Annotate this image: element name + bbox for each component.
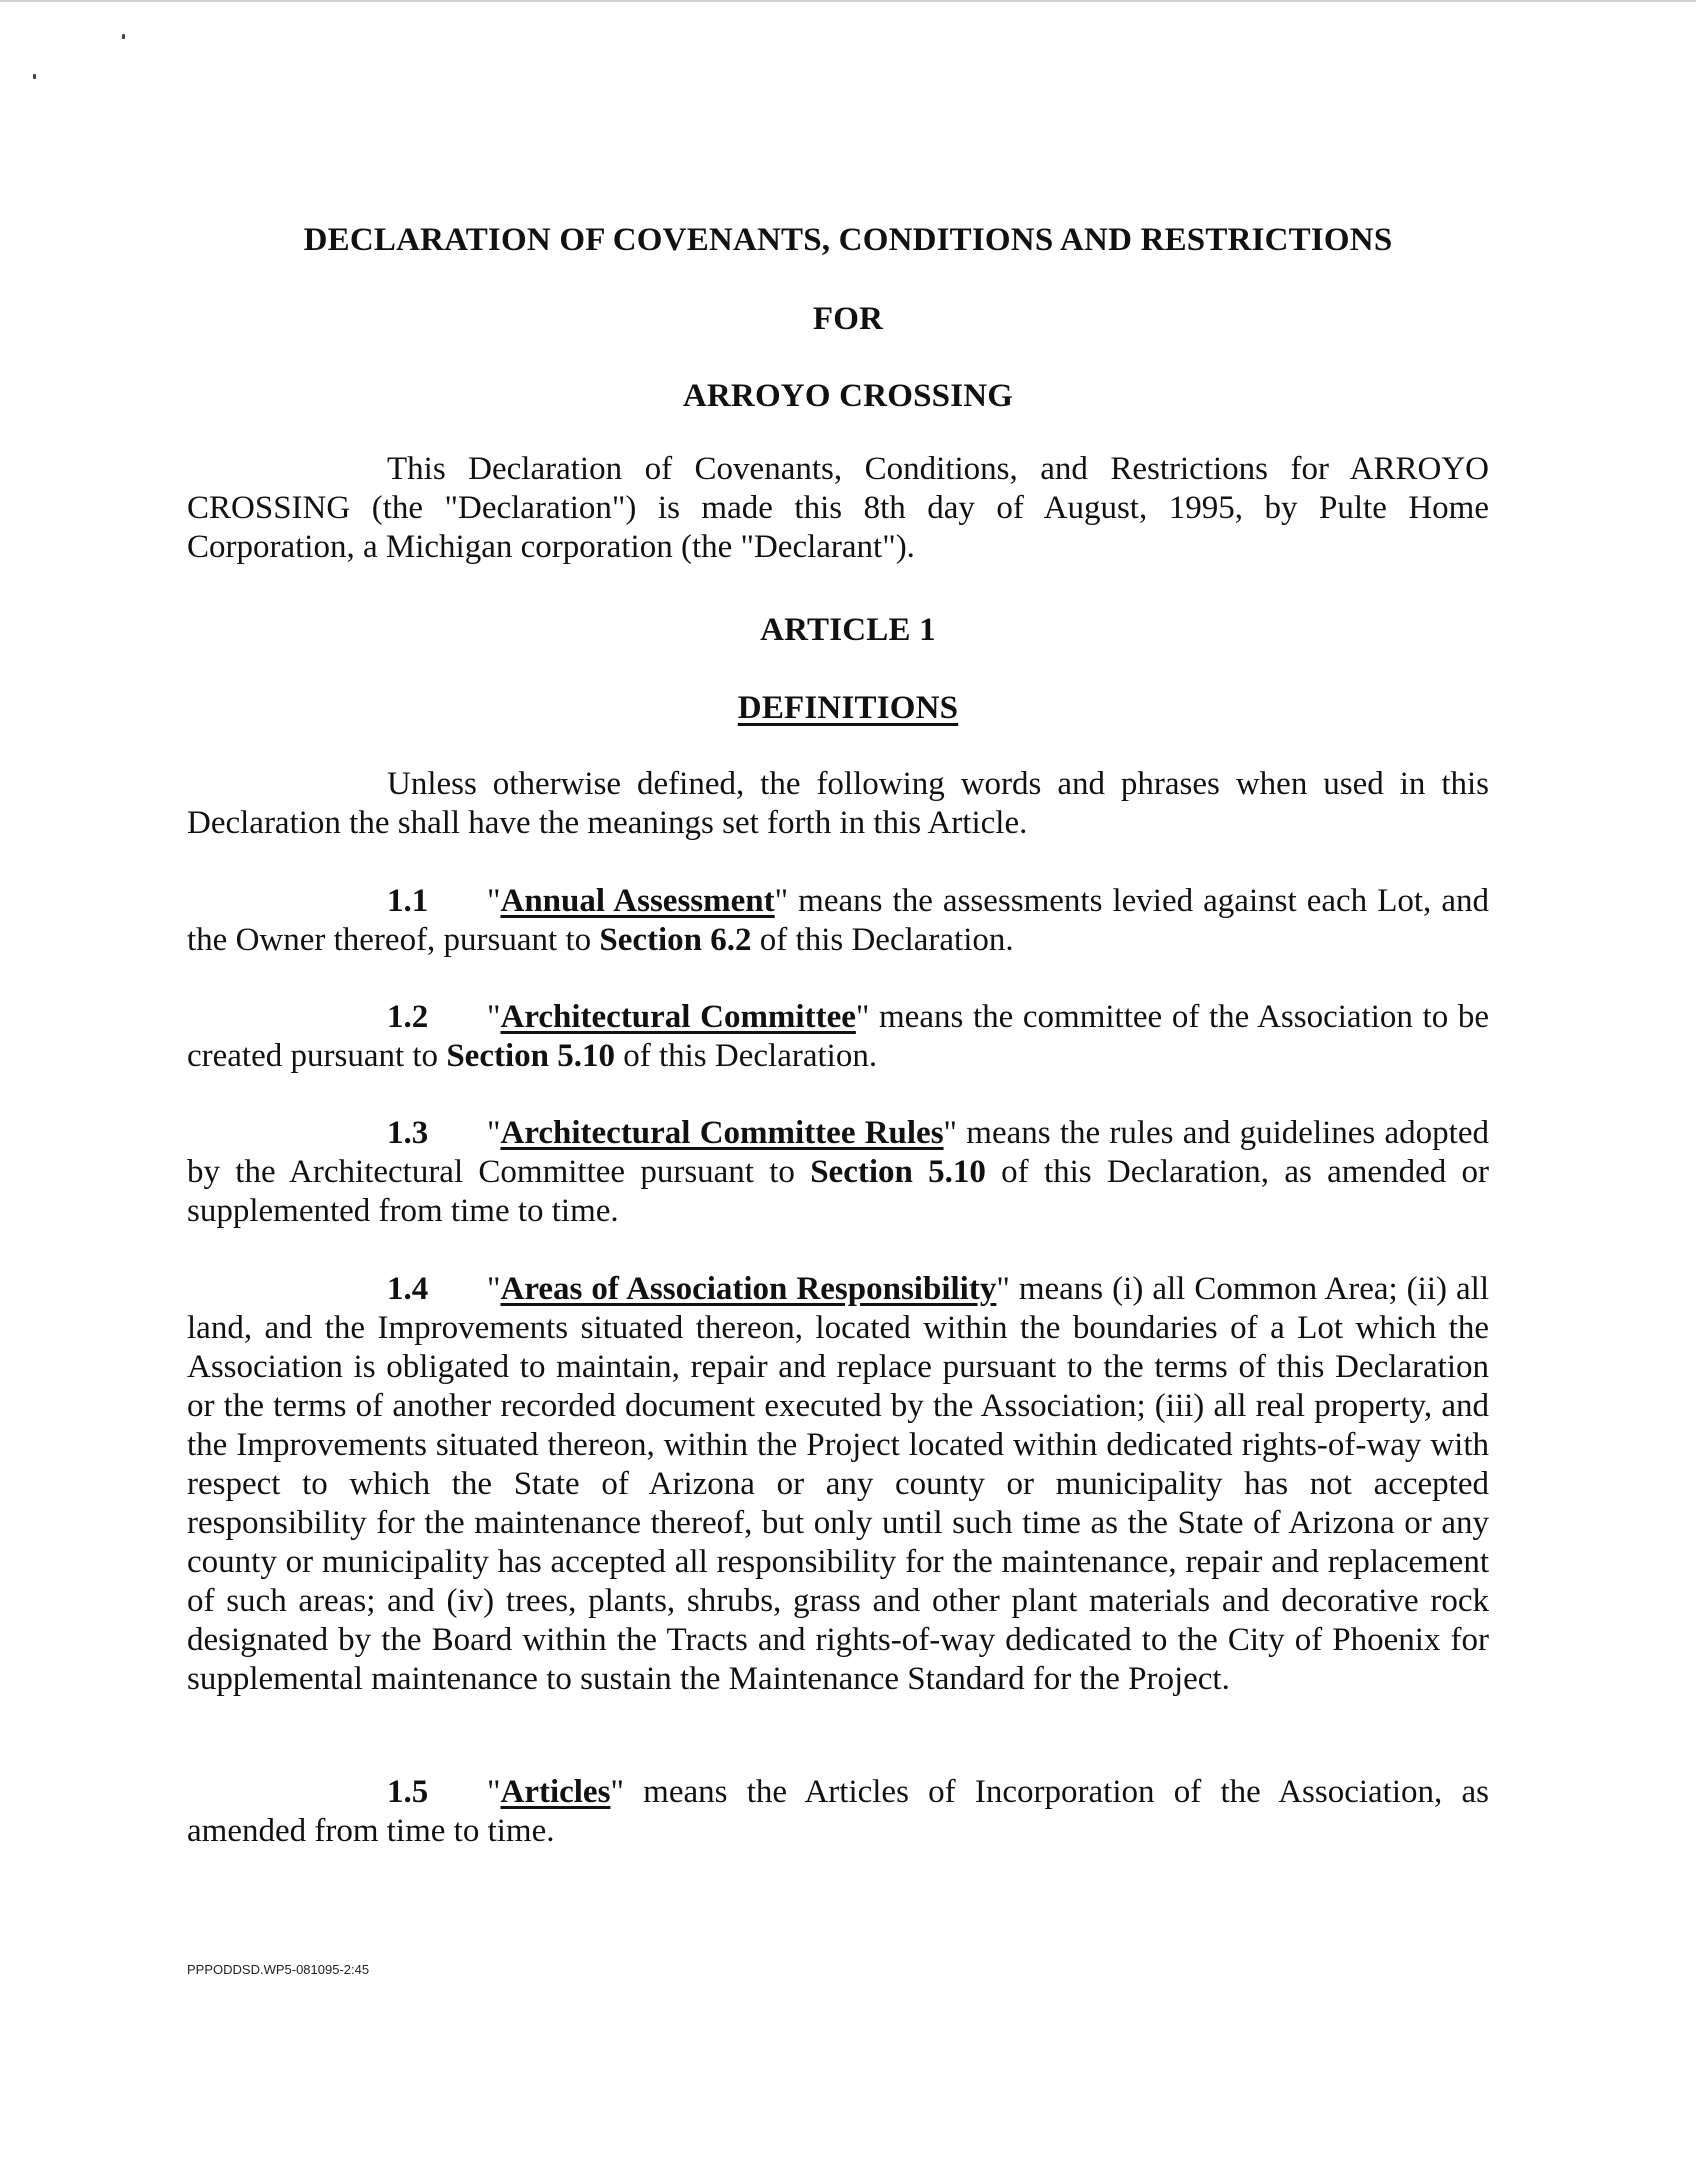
article-heading: ARTICLE 1 [760, 612, 936, 648]
footer-document-code: PPPODDSD.WP5-081095-2:45 [187, 1962, 370, 1977]
definition-text-end: of this Declaration. [614, 1038, 878, 1074]
definition-item: 1.3 "Architectural Committee Rules" means the rules and guidelines adopted by the Architectural Committee pursuant to Section 5.10 of this Declaration, as amended or supplemented from time to time. [187, 1115, 1489, 1229]
section-reference: Section 5.10 [810, 1154, 986, 1190]
document-title-project: ARROYO CROSSING [682, 378, 1014, 414]
article-subheading-text: DEFINITIONS [737, 690, 959, 726]
section-reference: Section 5.10 [446, 1038, 615, 1074]
definition-number: 1.2 [387, 999, 429, 1035]
definition-number: 1.3 [387, 1115, 429, 1151]
definition-term: Articles [500, 1774, 611, 1810]
scan-top-edge [0, 0, 1696, 2]
document-title: DECLARATION OF COVENANTS, CONDITIONS AND RESTRICTIONS [303, 222, 1393, 258]
definition-number: 1.4 [387, 1271, 429, 1307]
definition-term: Architectural Committee Rules [500, 1115, 944, 1151]
definition-text-end: of this Declaration, as amended or supplemented from time to time. [187, 1154, 1489, 1229]
definition-term: Architectural Committee [500, 999, 856, 1035]
definition-text: means the committee of the Association to be created pursuant to [187, 999, 1489, 1074]
scan-speck [33, 74, 36, 79]
definition-text: means the Articles of Incorporation of the Association, as amended from time to time. [187, 1774, 1489, 1849]
definition-text: means the assessments levied against each Lot, and the Owner thereof, pursuant to [187, 883, 1489, 958]
definition-item: 1.1 "Annual Assessment" means the assessments levied against each Lot, and the Owner thereof, pursuant to Section 6.2 of this Declaration. [187, 883, 1489, 958]
definition-number: 1.5 [387, 1774, 429, 1810]
document-title-for: FOR [812, 301, 884, 337]
definition-term: Annual Assessment [500, 883, 775, 919]
definition-text: means (i) all Common Area; (ii) all land, and the Improvements situated thereon, located within the boundaries of a Lot which the Association is obligated to maintain, repair and replace pursuant to the terms of this Declaration or the terms of another recorded document executed by the Association; (iii) all real property, and the Improvements situated thereon, within the Project located within dedicated rights-of-way with respect to which the State of Arizona or any county or municipality has not accepted responsibility for the maintenance thereof, but only until such time as the State of Arizona or any county or municipality has accepted all responsibility for the maintenance, repair and replacement of such areas; and (iv) trees, plants, shrubs, grass and other plant materials and decorative rock designated by the Board within the Tracts and rights-of-way dedicated to the City of Phoenix for supplemental maintenance to sustain the Maintenance Standard for the Project. [187, 1271, 1489, 1697]
definition-item: 1.2 "Architectural Committee" means the committee of the Association to be created pursuant to Section 5.10 of this Declaration. [187, 999, 1489, 1074]
definitions-intro: Unless otherwise defined, the following words and phrases when used in this Declaration the shall have the meanings set forth in this Article. [187, 766, 1489, 841]
intro-paragraph: This Declaration of Covenants, Conditions, and Restrictions for ARROYO CROSSING (the "Declaration") is made this 8th day of August, 1995, by Pulte Home Corporation, a Michigan corporation (the "Declarant"). [187, 451, 1489, 565]
definition-item: 1.5 "Articles" means the Articles of Incorporation of the Association, as amended from time to time. [187, 1774, 1489, 1849]
definition-text-end: of this Declaration. [751, 922, 1014, 958]
article-subheading [0, 690, 1696, 727]
definition-text: means the rules and guidelines adopted by the Architectural Committee pursuant to [187, 1115, 1489, 1190]
scan-speck [122, 34, 125, 39]
section-reference: Section 6.2 [599, 922, 752, 958]
definition-item: 1.4 "Areas of Association Responsibility" means (i) all Common Area; (ii) all land, and the Improvements situated thereon, located within the boundaries of a Lot which the Association is obligated to maintain, repair and replace pursuant to the terms of this Declaration or the terms of another recorded document executed by the Association; (iii) all real property, and the Improvements situated thereon, within the Project located within dedicated rights-of-way with respect to which the State of Arizona or any county or municipality has not accepted responsibility for the maintenance thereof, but only until such time as the State of Arizona or any county or municipality has accepted all responsibility for the maintenance, repair and replacement of such areas; and (iv) trees, plants, shrubs, grass and other plant materials and decorative rock designated by the Board within the Tracts and rights-of-way dedicated to the City of Phoenix for supplemental maintenance to sustain the Maintenance Standard for the Project. [187, 1271, 1489, 1697]
definition-term: Areas of Association Responsibility [500, 1271, 997, 1307]
definition-number: 1.1 [387, 883, 429, 919]
